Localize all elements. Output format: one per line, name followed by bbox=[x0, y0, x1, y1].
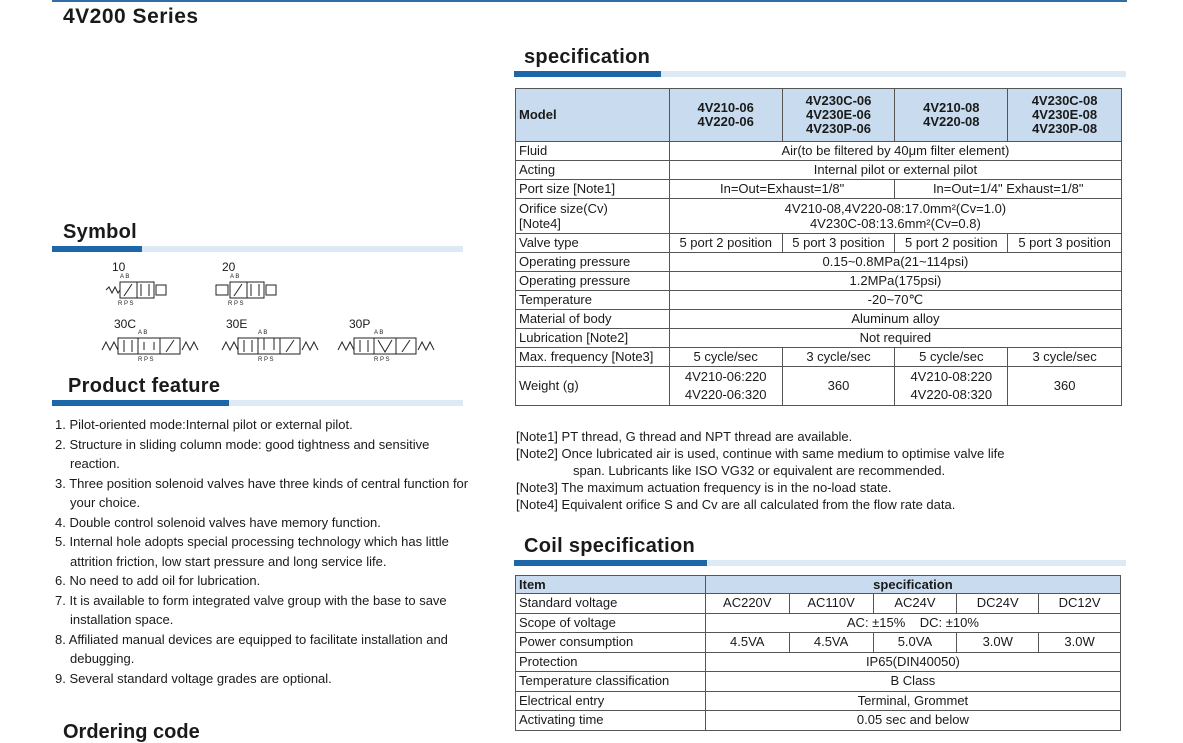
table-row: Material of body Aluminum alloy bbox=[516, 310, 1122, 329]
svg-text:R P S: R P S bbox=[374, 357, 390, 363]
feature-item: 5. Internal hole adopts special processing technology which has little attrition friction, low start pressure and long service life. bbox=[55, 534, 449, 569]
svg-text:A B: A B bbox=[138, 330, 148, 336]
feature-item: 2. Structure in sliding column mode: good tightness and sensitive reaction. bbox=[55, 436, 430, 471]
note-1: [Note1] PT thread, G thread and NPT thread are available. bbox=[516, 429, 853, 444]
svg-text:R P S: R P S bbox=[258, 357, 274, 363]
spec-header-col3: 4V210-08 4V220-08 bbox=[895, 89, 1008, 142]
table-row: Temperature -20~70℃ bbox=[516, 291, 1122, 310]
feature-title-bar bbox=[52, 400, 463, 406]
table-row: Weight (g) 4V210-06:220 4V220-06:320 360 4V210-08:220 4V220-08:320 360 bbox=[516, 367, 1122, 406]
svg-text:A B: A B bbox=[120, 274, 130, 280]
spec-header-col4: 4V230C-08 4V230E-08 4V230P-08 bbox=[1008, 89, 1122, 142]
symbol-label-30e: 30E bbox=[226, 317, 248, 331]
svg-text:R P S: R P S bbox=[228, 301, 244, 307]
table-row: Electrical entry Terminal, Grommet bbox=[516, 691, 1121, 711]
coil-title-bar bbox=[514, 560, 1126, 566]
series-title: 4V200 Series bbox=[63, 5, 199, 28]
table-row: Operating pressure 0.15~0.8MPa(21~114psi) bbox=[516, 253, 1122, 272]
table-row: Max. frequency [Note3] 5 cycle/sec 3 cycle/sec 5 cycle/sec 3 cycle/sec bbox=[516, 348, 1122, 367]
spec-notes bbox=[516, 428, 1004, 513]
note-2-continued: span. Lubricants like ISO VG32 or equivalent are recommended. bbox=[573, 463, 946, 478]
valve-symbol-30p bbox=[336, 328, 446, 364]
feature-item: 3. Three position solenoid valves have three kinds of central function for your choice. bbox=[55, 475, 469, 510]
table-row: Acting Internal pilot or external pilot bbox=[516, 161, 1122, 180]
spec-title: specification bbox=[524, 46, 651, 68]
feature-list bbox=[55, 415, 480, 688]
feature-item: 6. No need to add oil for lubrication. bbox=[55, 573, 261, 588]
feature-item: 4. Double control solenoid valves have memory function. bbox=[55, 514, 381, 530]
symbol-label-30c: 30C bbox=[114, 317, 137, 331]
table-row: Temperature classification B Class bbox=[516, 672, 1121, 692]
symbol-label-10: 10 bbox=[112, 260, 126, 274]
symbol-title: Symbol bbox=[63, 221, 138, 243]
feature-item: 7. It is available to form integrated valve group with the base to save installation space. bbox=[55, 592, 447, 627]
svg-text:R P S: R P S bbox=[138, 357, 154, 363]
feature-title: Product feature bbox=[68, 375, 221, 397]
table-row: Orifice size(Cv) [Note4] 4V210-08,4V220-08:17.0mm²(Cv=1.0) 4V230C-08:13.6mm²(Cv=0.8) bbox=[516, 199, 1122, 234]
svg-text:R P S: R P S bbox=[118, 301, 134, 307]
note-3: [Note3] The maximum actuation frequency is in the no-load state. bbox=[516, 480, 892, 495]
ordering-code-title-partial: Ordering code bbox=[63, 721, 200, 743]
feature-item: 8. Affiliated manual devices are equipped to facilitate installation and debugging. bbox=[55, 631, 448, 666]
coil-table bbox=[515, 575, 1121, 731]
table-row: Power consumption 4.5VA 4.5VA 5.0VA 3.0W 3.0W bbox=[516, 633, 1121, 653]
spec-header-col1: 4V210-06 4V220-06 bbox=[669, 89, 782, 142]
feature-item: 1. Pilot-oriented mode:Internal pilot or external pilot. bbox=[55, 417, 353, 432]
symbol-diagrams bbox=[52, 258, 472, 366]
spec-table bbox=[515, 88, 1122, 406]
table-row: Port size [Note1] In=Out=Exhaust=1/8" In=Out=1/4" Exhaust=1/8" bbox=[516, 180, 1122, 199]
top-rule bbox=[52, 0, 1127, 2]
table-row: Protection IP65(DIN40050) bbox=[516, 652, 1121, 672]
table-row: Lubrication [Note2] Not required bbox=[516, 329, 1122, 348]
svg-text:A B: A B bbox=[258, 330, 268, 336]
valve-symbol-30c bbox=[100, 328, 210, 364]
symbol-title-bar bbox=[52, 246, 463, 252]
note-2: [Note2] Once lubricated air is used, continue with same medium to optimise valve life bbox=[516, 446, 1005, 461]
table-row: Item specification bbox=[516, 576, 1121, 594]
symbol-label-30p: 30P bbox=[349, 317, 371, 331]
symbol-label-20: 20 bbox=[222, 260, 236, 274]
table-row: Valve type 5 port 2 position 5 port 3 position 5 port 2 position 5 port 3 position bbox=[516, 234, 1122, 253]
table-row: Standard voltage AC220V AC110V AC24V DC24V DC12V bbox=[516, 594, 1121, 614]
svg-text:A B: A B bbox=[230, 274, 240, 280]
spec-header-col2: 4V230C-06 4V230E-06 4V230P-06 bbox=[782, 89, 895, 142]
valve-symbol-10 bbox=[104, 272, 184, 308]
spec-title-bar bbox=[514, 71, 1126, 77]
note-4: [Note4] Equivalent orifice S and Cv are all calculated from the flow rate data. bbox=[516, 497, 956, 512]
valve-symbol-20 bbox=[214, 272, 294, 308]
svg-text:A B: A B bbox=[374, 330, 384, 336]
table-row: Fluid Air(to be filtered by 40μm filter element) bbox=[516, 142, 1122, 161]
coil-title: Coil specification bbox=[524, 535, 695, 557]
spec-header-model: Model bbox=[516, 89, 670, 142]
table-row: Activating time 0.05 sec and below bbox=[516, 711, 1121, 731]
table-row: Operating pressure 1.2MPa(175psi) bbox=[516, 272, 1122, 291]
table-row: Scope of voltage AC: ±15% DC: ±10% bbox=[516, 613, 1121, 633]
valve-symbol-30e bbox=[220, 328, 330, 364]
feature-item: 9. Several standard voltage grades are optional. bbox=[55, 670, 332, 686]
